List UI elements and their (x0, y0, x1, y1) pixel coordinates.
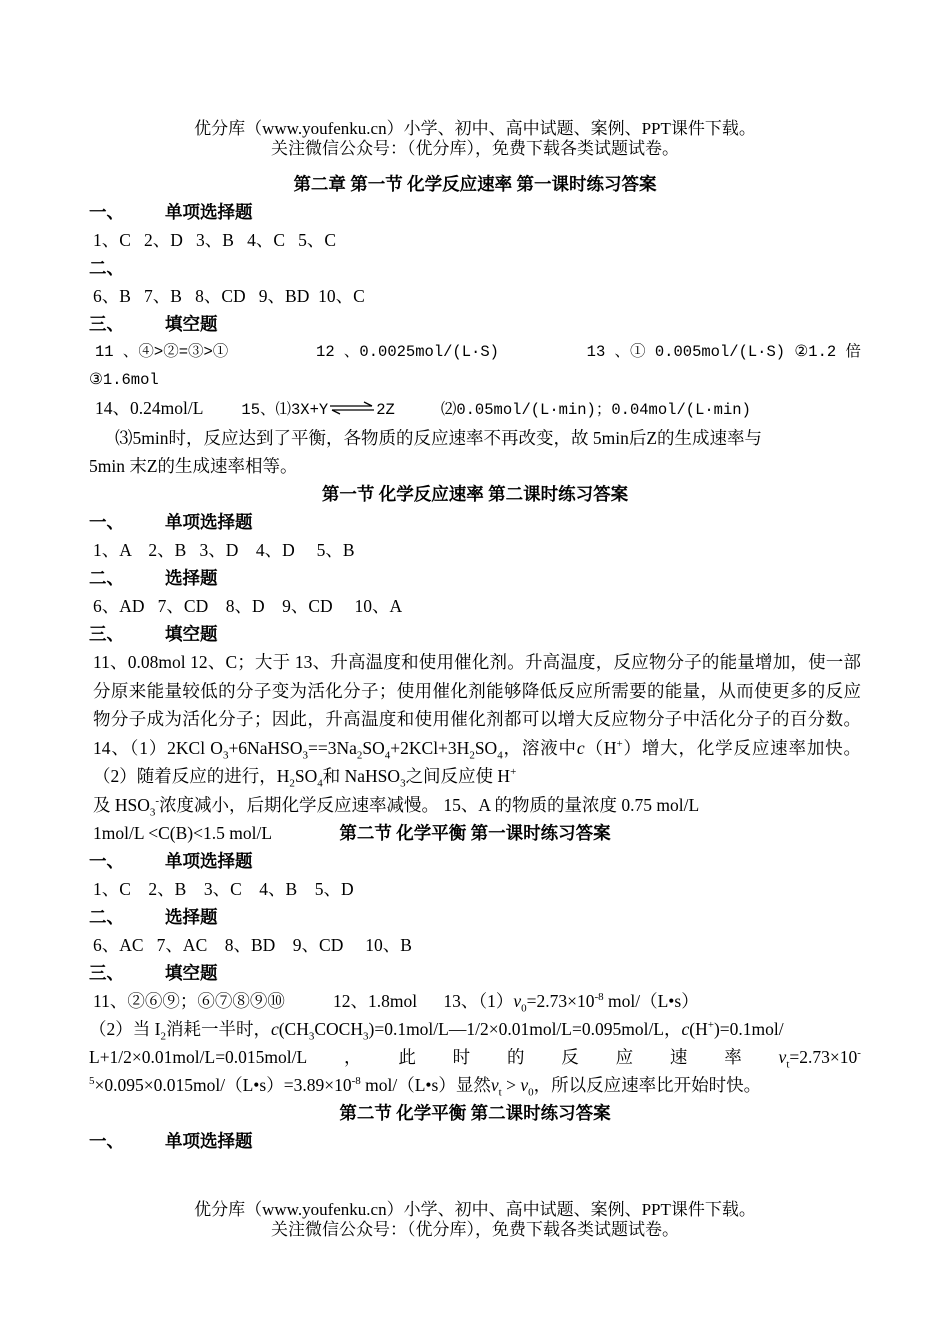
subscript: 4 (497, 749, 503, 761)
subscript: 3 (222, 749, 229, 761)
text-run: 的 (506, 1047, 525, 1067)
text-run: +6NaHSO (228, 737, 303, 758)
text-run: SO (362, 737, 385, 758)
text-run: 浓度减小，后期化学反应速率减慢。 15、A 的物质的量浓度 0.75 mol/L (159, 794, 700, 815)
text-run: =2.73×10 (789, 1047, 858, 1067)
part-label: 选择题 (165, 568, 218, 588)
text-run: 速 (669, 1047, 688, 1067)
answer-line (89, 338, 861, 366)
text-run: 率 (724, 1047, 742, 1067)
part-label: 填空题 (165, 624, 218, 644)
part-heading (89, 564, 861, 592)
section-title: 第二节 化学平衡 第一课时练习答案 (339, 823, 611, 843)
italic-symbol: v (490, 1075, 499, 1095)
answer-line (89, 394, 861, 424)
subscript: 3 (308, 1030, 315, 1043)
text-run: 时 (452, 1047, 471, 1067)
text-run: 之间反应使 H (405, 766, 511, 786)
answer-q12: 12 、0.0025mol/(L·S) (316, 343, 499, 361)
italic-symbol: v (520, 1075, 529, 1095)
part-heading (89, 198, 861, 226)
answer-q13: 13 、① 0.005mol/(L·S) ②1.2 倍 (586, 343, 861, 361)
subscript: 2 (160, 1030, 166, 1043)
part-label: 单项选择题 (165, 1131, 253, 1151)
page-header (0, 119, 950, 159)
part-heading (89, 620, 861, 648)
text-run: （2）当 I (89, 1019, 161, 1039)
answer-line: 1、C 2、B 3、C 4、B 5、D (93, 879, 354, 899)
document-body (89, 170, 861, 1155)
subscript: 3 (363, 1030, 369, 1043)
part-label: 填空题 (165, 314, 218, 334)
answer-line (89, 987, 861, 1015)
part-heading (89, 254, 861, 282)
section-title: 第一节 化学反应速率 第二课时练习答案 (321, 484, 629, 504)
part-label: 单项选择题 (165, 851, 253, 871)
subscript: 3 (149, 806, 156, 818)
part-heading (89, 959, 861, 987)
part-number: 二、 (89, 258, 124, 278)
text-run: ， (344, 1047, 362, 1067)
part-heading (89, 847, 861, 875)
subscript: 2 (469, 749, 475, 761)
equilibrium-arrow-icon (328, 401, 376, 415)
footer-line-1: 优分库（www.youfenku.cn）小学、初中、高中试题、案例、PPT课件下载。 (194, 1200, 756, 1219)
subscript: 3 (302, 749, 308, 761)
superscript: + (510, 766, 517, 779)
superscript: - (857, 1047, 861, 1060)
part-number: 一、 (89, 1131, 124, 1151)
italic-symbol: c (681, 1019, 690, 1039)
footer-line-2: 关注微信公众号：（优分库），免费下载各类试题试卷。 (271, 1220, 679, 1239)
subscript: 2 (289, 777, 295, 790)
text-run: 1mol/L <C(B)<1.5 mol/L (93, 823, 273, 843)
text-run (779, 1043, 861, 1071)
answer-line: ⑶5min时，反应达到了平衡，各物质的反应速率不再改变，故 5min后Z的生成速率与 (115, 428, 763, 448)
part-number: 二、 (89, 907, 124, 927)
section-title: 第二节 化学平衡 第二课时练习答案 (339, 1103, 611, 1123)
text-run: ，所以反应速率比开始时快。 (533, 1075, 762, 1095)
answer-line (89, 1071, 861, 1099)
text-run: ×0.095×0.015mol/（L•s）=3.89×10 (94, 1075, 352, 1095)
subscript: 0 (521, 1002, 527, 1015)
italic-symbol: v (513, 991, 522, 1011)
subscript: 4 (317, 777, 323, 790)
text-run: 应 (615, 1047, 634, 1067)
answer-line: 5min 末Z的生成速率相等。 (89, 456, 298, 476)
page-footer (0, 1200, 950, 1240)
part-heading (89, 903, 861, 931)
text-run: SO (294, 766, 318, 786)
part-label: 单项选择题 (165, 202, 253, 222)
text-run: COCH (314, 1019, 363, 1039)
superscript: + (707, 1019, 714, 1032)
part-heading (89, 310, 861, 338)
part-heading (89, 1127, 861, 1155)
text-run: mol/（L•s） (603, 991, 699, 1011)
part-number: 三、 (89, 963, 124, 983)
subscript: 2 (356, 749, 363, 761)
answer-q11: 11 、④>②=③>① (95, 343, 229, 361)
part-number: 一、 (89, 202, 124, 222)
text-run: 反 (561, 1047, 579, 1067)
superscript: - (155, 794, 160, 807)
answer-line: ③1.6mol (89, 371, 159, 389)
part-number: 三、 (89, 314, 124, 334)
answer-line: 6、AD 7、CD 8、D 9、CD 10、A (93, 596, 403, 616)
part-number: 二、 (89, 568, 124, 588)
text-run: ）增大，化学反应速率加快。（2）随着反应的进行，H (93, 737, 862, 786)
text-run: mol/（L•s）显然 (360, 1075, 491, 1095)
text-run: > (501, 1075, 521, 1095)
answer-line: 6、B 7、B 8、CD 9、BD 10、C (93, 286, 365, 306)
answer-q15-reactants: 15、⑴3X+Y (241, 401, 329, 419)
text-run: 此 (398, 1047, 416, 1067)
answer-q15-rates: ⑵0.05mol/(L·min)；0.04mol/(L·min) (440, 401, 751, 419)
part-heading (89, 508, 861, 536)
superscript: 5 (89, 1075, 95, 1088)
text-run: SO (474, 737, 498, 758)
subscript: 3 (400, 777, 406, 790)
answer-line: 6、AC 7、AC 8、BD 9、CD 10、B (93, 935, 412, 955)
answer-line: 1、A 2、B 3、D 4、D 5、B (93, 540, 355, 560)
part-number: 一、 (89, 851, 124, 871)
italic-symbol: v (778, 1047, 787, 1067)
italic-symbol: c (576, 737, 585, 758)
part-label: 单项选择题 (165, 512, 253, 532)
superscript: + (616, 737, 623, 750)
text-run: )=0.1mol/L—1/2×0.01mol/L=0.095mol/L， (368, 1019, 682, 1039)
text-run: )=0.1mol/ (713, 1019, 784, 1039)
subscript: 4 (384, 749, 391, 761)
subscript: t (498, 1086, 502, 1099)
text-run: L+1/2×0.01mol/L=0.015mol/L (89, 1047, 308, 1067)
part-number: 三、 (89, 624, 124, 644)
section-title: 第二章 第一节 化学反应速率 第一课时练习答案 (293, 174, 657, 194)
answer-q15-product: 2Z (376, 401, 395, 419)
text-run: （H (584, 737, 617, 758)
text-run: =2.73×10 (526, 991, 595, 1011)
answer-line (89, 1043, 861, 1071)
superscript: -8 (594, 991, 604, 1004)
text-run: 11、0.08mol 12、C；大于 13、升高温度和使用催化剂。升高温度，反应物分子的能量增加，使一部分原来能量较低的分子变为活化分子；使用催化剂能够降低反应所需要的能量，从而使更多的反应物分子成为活化分子；因此，升高温度和使用催化剂都可以增大反应物分子中活化分子的百分数。 14、（1）2KCl O (93, 652, 861, 758)
part-label: 填空题 (165, 963, 218, 983)
text-run: 和 NaHSO (322, 766, 401, 786)
subscript: 0 (528, 1086, 534, 1099)
text-run: (CH (278, 1019, 309, 1039)
text-run: 11、②⑥⑨；⑥⑦⑧⑨⑩ 12、1.8mol 13、（1） (93, 991, 514, 1011)
answer-line (89, 1015, 861, 1043)
part-label: 选择题 (165, 907, 218, 927)
header-line-1: 优分库（www.youfenku.cn）小学、初中、高中试题、案例、PPT课件下载。 (194, 119, 756, 138)
subscript: t (786, 1058, 790, 1071)
text-run: +2KCl+3H (390, 737, 470, 758)
part-number: 一、 (89, 512, 124, 532)
text-run: ，溶液中 (502, 737, 577, 758)
answer-line: 1、C 2、D 3、B 4、C 5、C (93, 230, 337, 250)
header-line-2: 关注微信公众号：（优分库），免费下载各类试题试卷。 (271, 139, 679, 158)
text-run: (H (689, 1019, 708, 1039)
text-run: 消耗一半时， (165, 1019, 271, 1039)
text-run: 及 HSO (93, 794, 150, 815)
text-run: ==3Na (307, 737, 357, 758)
italic-symbol: c (270, 1019, 279, 1039)
answer-q14: 14、0.24mol/L (95, 398, 204, 418)
superscript: -8 (351, 1075, 361, 1088)
